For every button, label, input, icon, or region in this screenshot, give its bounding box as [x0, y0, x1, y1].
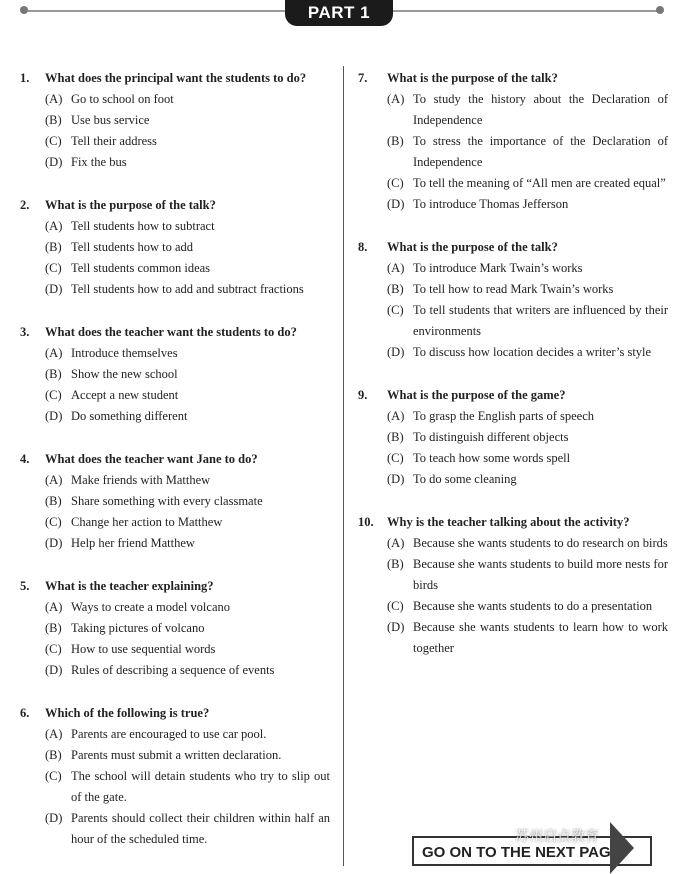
question-block [358, 385, 668, 490]
question-block [358, 512, 668, 659]
question-block [358, 237, 668, 363]
answer-option [358, 469, 668, 490]
answer-option [20, 618, 330, 639]
question-number: 9. [358, 388, 368, 402]
option-text: How to use sequential words [71, 642, 216, 656]
option-text: Tell students common ideas [71, 261, 211, 275]
answer-option [20, 406, 330, 427]
go-on-next-page: GO ON TO THE NEXT PAGE [412, 836, 652, 866]
option-text: Introduce themselves [71, 346, 178, 360]
option-text: Tell their address [71, 134, 157, 148]
option-text: To tell students that writers are influenced by their environments [413, 303, 668, 338]
answer-option [20, 237, 330, 258]
option-text: Share something with every classmate [71, 494, 263, 508]
option-text: Fix the bus [71, 155, 127, 169]
column-divider [343, 66, 344, 866]
question-text: What does the principal want the students to do? [45, 71, 307, 85]
option-letter: (C) [45, 261, 62, 275]
option-letter: (B) [387, 557, 404, 571]
question-gap [358, 363, 668, 385]
answer-option [358, 533, 668, 554]
answer-option [20, 89, 330, 110]
question-text: Why is the teacher talking about the activity? [387, 515, 630, 529]
option-letter: (C) [45, 515, 62, 529]
answer-option [358, 427, 668, 448]
option-letter: (C) [45, 769, 62, 783]
option-letter: (C) [45, 642, 62, 656]
option-text: Show the new school [71, 367, 178, 381]
option-letter: (D) [45, 282, 63, 296]
option-text: Use bus service [71, 113, 150, 127]
answer-option [358, 448, 668, 469]
option-letter: (C) [387, 176, 404, 190]
option-text: To discuss how location decides a writer’s style [413, 345, 652, 359]
question-gap [20, 681, 330, 703]
option-text: Because she wants students to do a presentation [413, 599, 653, 613]
answer-option [20, 258, 330, 279]
option-letter: (A) [45, 473, 63, 487]
option-text: To introduce Thomas Jefferson [413, 197, 569, 211]
question-block [20, 195, 330, 300]
question-stem [358, 512, 668, 533]
question-stem [20, 322, 330, 343]
answer-option [358, 258, 668, 279]
answer-option [358, 617, 668, 659]
option-text: Tell students how to add and subtract fractions [71, 282, 304, 296]
part-badge: PART 1 [285, 0, 393, 26]
question-number: 3. [20, 325, 30, 339]
question-stem [358, 68, 668, 89]
header-rule-dot-left [20, 6, 28, 14]
option-text: To tell the meaning of “All men are created equal” [413, 176, 666, 190]
question-block [20, 576, 330, 681]
answer-option [358, 554, 668, 596]
question-number: 5. [20, 579, 30, 593]
question-gap [20, 173, 330, 195]
answer-option [20, 745, 330, 766]
option-text: Parents should collect their children within half an hour of the scheduled time. [71, 811, 330, 846]
option-letter: (A) [387, 261, 405, 275]
option-text: To do some cleaning [413, 472, 517, 486]
question-number: 1. [20, 71, 30, 85]
answer-option [20, 660, 330, 681]
answer-option [20, 152, 330, 173]
question-block [20, 449, 330, 554]
answer-option [20, 766, 330, 808]
option-letter: (D) [45, 155, 63, 169]
question-number: 10. [358, 515, 374, 529]
question-gap [20, 554, 330, 576]
answer-option [20, 470, 330, 491]
question-gap [358, 490, 668, 512]
option-letter: (A) [45, 219, 63, 233]
answer-option [20, 512, 330, 533]
option-letter: (B) [387, 134, 404, 148]
option-text: Tell students how to add [71, 240, 194, 254]
option-letter: (D) [387, 620, 405, 634]
question-block [20, 68, 330, 173]
answer-option [20, 110, 330, 131]
option-letter: (A) [45, 727, 63, 741]
option-letter: (C) [387, 451, 404, 465]
option-text: To distinguish different objects [413, 430, 569, 444]
answer-option [358, 406, 668, 427]
question-number: 6. [20, 706, 30, 720]
option-letter: (B) [45, 113, 62, 127]
option-text: To grasp the English parts of speech [413, 409, 595, 423]
question-block [358, 68, 668, 215]
question-stem [20, 68, 330, 89]
option-text: Taking pictures of volcano [71, 621, 205, 635]
left-column [20, 68, 330, 850]
question-stem [20, 703, 330, 724]
question-text: What is the purpose of the talk? [387, 71, 558, 85]
question-number: 8. [358, 240, 368, 254]
option-letter: (C) [387, 303, 404, 317]
answer-option [20, 364, 330, 385]
question-block [20, 703, 330, 850]
answer-option [358, 131, 668, 173]
option-letter: (D) [45, 409, 63, 423]
question-stem [358, 237, 668, 258]
header-rule-dot-right [656, 6, 664, 14]
answer-option [20, 216, 330, 237]
answer-option [358, 300, 668, 342]
option-text: Help her friend Matthew [71, 536, 195, 550]
question-number: 4. [20, 452, 30, 466]
answer-option [20, 639, 330, 660]
option-letter: (B) [45, 494, 62, 508]
answer-option [358, 173, 668, 194]
option-text: Because she wants students to learn how to work together [413, 620, 668, 655]
option-text: Parents must submit a written declaration. [71, 748, 282, 762]
option-letter: (A) [45, 346, 63, 360]
option-letter: (D) [45, 811, 63, 825]
option-letter: (D) [387, 197, 405, 211]
option-text: To tell how to read Mark Twain’s works [413, 282, 614, 296]
answer-option [358, 194, 668, 215]
answer-option [20, 597, 330, 618]
option-letter: (B) [387, 430, 404, 444]
question-text: What does the teacher want Jane to do? [45, 452, 258, 466]
answer-option [20, 808, 330, 850]
option-text: Make friends with Matthew [71, 473, 211, 487]
option-letter: (C) [387, 599, 404, 613]
answer-option [20, 533, 330, 554]
option-letter: (B) [45, 367, 62, 381]
question-number: 2. [20, 198, 30, 212]
option-text: To study the history about the Declaration of Independence [413, 92, 668, 127]
answer-option [20, 491, 330, 512]
question-gap [358, 215, 668, 237]
option-text: Accept a new student [71, 388, 179, 402]
option-text: To introduce Mark Twain’s works [413, 261, 583, 275]
option-letter: (B) [387, 282, 404, 296]
option-letter: (D) [387, 345, 405, 359]
option-letter: (A) [387, 536, 405, 550]
question-stem [20, 449, 330, 470]
question-block [20, 322, 330, 427]
option-text: Change her action to Matthew [71, 515, 223, 529]
question-gap [20, 427, 330, 449]
option-letter: (D) [45, 536, 63, 550]
option-letter: (A) [387, 92, 405, 106]
question-text: What does the teacher want the students to do? [45, 325, 297, 339]
option-text: Tell students how to subtract [71, 219, 215, 233]
question-stem [20, 576, 330, 597]
answer-option [20, 385, 330, 406]
option-text: Ways to create a model volcano [71, 600, 230, 614]
option-letter: (C) [45, 134, 62, 148]
question-text: Which of the following is true? [45, 706, 210, 720]
option-letter: (A) [387, 409, 405, 423]
question-text: What is the purpose of the talk? [45, 198, 216, 212]
option-text: Parents are encouraged to use car pool. [71, 727, 267, 741]
option-text: To stress the importance of the Declaration of Independence [413, 134, 668, 169]
watermark: 苏州启点教育 [515, 829, 599, 845]
answer-option [20, 724, 330, 745]
answer-option [20, 343, 330, 364]
option-text: Because she wants students to do research on birds [413, 536, 668, 550]
option-letter: (A) [45, 92, 63, 106]
question-stem [358, 385, 668, 406]
question-gap [20, 300, 330, 322]
option-text: Go to school on foot [71, 92, 174, 106]
question-stem [20, 195, 330, 216]
option-letter: (B) [45, 621, 62, 635]
option-letter: (A) [45, 600, 63, 614]
answer-option [358, 89, 668, 131]
question-text: What is the purpose of the game? [387, 388, 566, 402]
option-text: Because she wants students to build more nests for birds [413, 557, 668, 592]
question-text: What is the teacher explaining? [45, 579, 214, 593]
option-letter: (B) [45, 748, 62, 762]
option-text: Rules of describing a sequence of events [71, 663, 275, 677]
option-text: The school will detain students who try to slip out of the gate. [71, 769, 330, 804]
question-number: 7. [358, 71, 368, 85]
option-text: To teach how some words spell [413, 451, 571, 465]
answer-option [358, 342, 668, 363]
option-letter: (C) [45, 388, 62, 402]
answer-option [358, 596, 668, 617]
option-letter: (D) [387, 472, 405, 486]
next-page-arrow-icon [610, 822, 634, 874]
answer-option [20, 279, 330, 300]
option-letter: (D) [45, 663, 63, 677]
right-column [358, 68, 668, 659]
option-text: Do something different [71, 409, 188, 423]
answer-option [358, 279, 668, 300]
option-letter: (B) [45, 240, 62, 254]
question-text: What is the purpose of the talk? [387, 240, 558, 254]
answer-option [20, 131, 330, 152]
